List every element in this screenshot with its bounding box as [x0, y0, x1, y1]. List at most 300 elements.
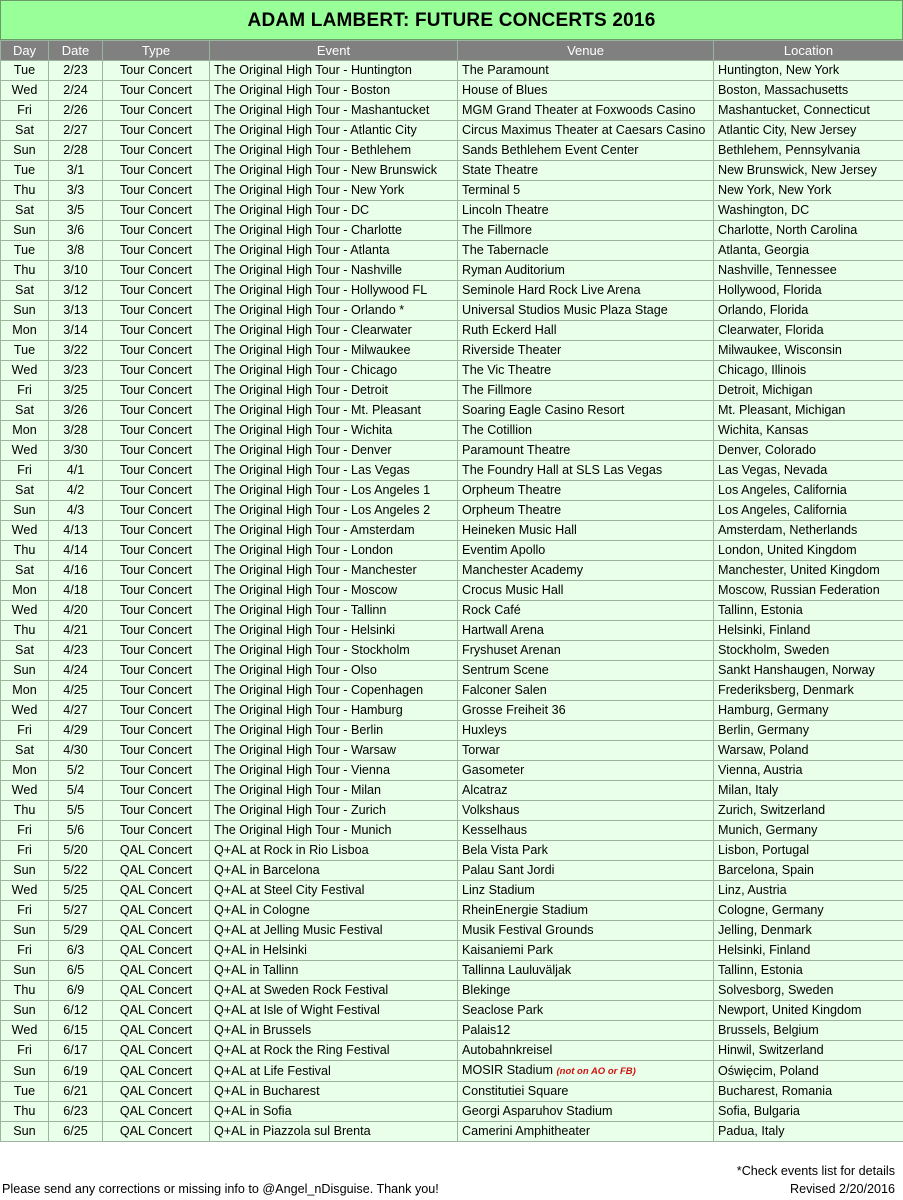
- cell-location: Lisbon, Portugal: [714, 841, 903, 861]
- cell-location: Linz, Austria: [714, 881, 903, 901]
- cell-venue: Sands Bethlehem Event Center: [458, 141, 714, 161]
- cell-day: Wed: [1, 881, 49, 901]
- cell-day: Sun: [1, 221, 49, 241]
- cell-type: QAL Concert: [103, 861, 210, 881]
- cell-venue: Tallinna Lauluväljak: [458, 961, 714, 981]
- cell-venue: Riverside Theater: [458, 341, 714, 361]
- cell-location: New York, New York: [714, 181, 903, 201]
- table-row: [1, 941, 903, 961]
- cell-event: The Original High Tour - Manchester: [210, 561, 458, 581]
- cell-location: London, United Kingdom: [714, 541, 903, 561]
- cell-event: Q+AL at Sweden Rock Festival: [210, 981, 458, 1001]
- cell-day: Sat: [1, 561, 49, 581]
- table-row: [1, 561, 903, 581]
- table-row: [1, 201, 903, 221]
- cell-venue: Bela Vista Park: [458, 841, 714, 861]
- table-row: [1, 761, 903, 781]
- table-row: [1, 281, 903, 301]
- cell-day: Fri: [1, 721, 49, 741]
- table-row: [1, 501, 903, 521]
- cell-event: The Original High Tour - Milwaukee: [210, 341, 458, 361]
- cell-day: Wed: [1, 701, 49, 721]
- cell-date: 5/27: [49, 901, 103, 921]
- cell-location: Los Angeles, California: [714, 501, 903, 521]
- cell-day: Sun: [1, 1061, 49, 1082]
- cell-location: Hollywood, Florida: [714, 281, 903, 301]
- cell-day: Mon: [1, 761, 49, 781]
- cell-event: The Original High Tour - Tallinn: [210, 601, 458, 621]
- cell-date: 4/30: [49, 741, 103, 761]
- cell-day: Sun: [1, 501, 49, 521]
- table-row: [1, 601, 903, 621]
- cell-date: 3/8: [49, 241, 103, 261]
- cell-event: Q+AL at Rock the Ring Festival: [210, 1041, 458, 1061]
- cell-day: Sat: [1, 741, 49, 761]
- cell-event: Q+AL in Barcelona: [210, 861, 458, 881]
- cell-event: The Original High Tour - Helsinki: [210, 621, 458, 641]
- cell-event: The Original High Tour - Boston: [210, 81, 458, 101]
- cell-date: 3/25: [49, 381, 103, 401]
- table-row: [1, 121, 903, 141]
- cell-location: Milwaukee, Wisconsin: [714, 341, 903, 361]
- cell-date: 3/10: [49, 261, 103, 281]
- cell-date: 6/12: [49, 1001, 103, 1021]
- table-row: [1, 341, 903, 361]
- cell-day: Sun: [1, 921, 49, 941]
- cell-event: Q+AL in Cologne: [210, 901, 458, 921]
- cell-venue: House of Blues: [458, 81, 714, 101]
- cell-event: The Original High Tour - Hamburg: [210, 701, 458, 721]
- cell-event: The Original High Tour - Detroit: [210, 381, 458, 401]
- cell-type: Tour Concert: [103, 81, 210, 101]
- cell-type: Tour Concert: [103, 761, 210, 781]
- cell-day: Wed: [1, 1021, 49, 1041]
- cell-venue: Camerini Amphitheater: [458, 1122, 714, 1142]
- table-row: [1, 781, 903, 801]
- cell-type: Tour Concert: [103, 621, 210, 641]
- cell-day: Thu: [1, 1102, 49, 1122]
- cell-location: Hamburg, Germany: [714, 701, 903, 721]
- cell-event: The Original High Tour - Amsterdam: [210, 521, 458, 541]
- cell-event: Q+AL in Bucharest: [210, 1082, 458, 1102]
- cell-date: 2/26: [49, 101, 103, 121]
- cell-day: Thu: [1, 541, 49, 561]
- cell-type: QAL Concert: [103, 961, 210, 981]
- cell-type: QAL Concert: [103, 881, 210, 901]
- cell-type: Tour Concert: [103, 521, 210, 541]
- cell-type: Tour Concert: [103, 821, 210, 841]
- cell-event: Q+AL at Steel City Festival: [210, 881, 458, 901]
- cell-event: Q+AL at Life Festival: [210, 1061, 458, 1082]
- cell-day: Tue: [1, 1082, 49, 1102]
- table-row: [1, 721, 903, 741]
- cell-venue: Seminole Hard Rock Live Arena: [458, 281, 714, 301]
- table-row: [1, 481, 903, 501]
- cell-date: 2/23: [49, 61, 103, 81]
- cell-date: 3/1: [49, 161, 103, 181]
- table-row: [1, 841, 903, 861]
- cell-type: Tour Concert: [103, 781, 210, 801]
- cell-event: The Original High Tour - Copenhagen: [210, 681, 458, 701]
- table-row: [1, 81, 903, 101]
- cell-venue: Seaclose Park: [458, 1001, 714, 1021]
- cell-location: Detroit, Michigan: [714, 381, 903, 401]
- cell-day: Wed: [1, 781, 49, 801]
- cell-date: 5/5: [49, 801, 103, 821]
- cell-location: Atlanta, Georgia: [714, 241, 903, 261]
- cell-day: Thu: [1, 801, 49, 821]
- cell-venue: [458, 1061, 714, 1082]
- contact-note: Please send any corrections or missing info to @Angel_nDisguise. Thank you!: [2, 1182, 439, 1196]
- cell-day: Mon: [1, 581, 49, 601]
- cell-date: 5/2: [49, 761, 103, 781]
- cell-date: 6/17: [49, 1041, 103, 1061]
- cell-event: Q+AL at Jelling Music Festival: [210, 921, 458, 941]
- cell-type: Tour Concert: [103, 61, 210, 81]
- cell-type: Tour Concert: [103, 701, 210, 721]
- cell-date: 5/22: [49, 861, 103, 881]
- cell-venue: Universal Studios Music Plaza Stage: [458, 301, 714, 321]
- cell-type: Tour Concert: [103, 141, 210, 161]
- page-title: ADAM LAMBERT: FUTURE CONCERTS 2016: [0, 0, 903, 40]
- cell-date: 6/5: [49, 961, 103, 981]
- cell-venue: Ruth Eckerd Hall: [458, 321, 714, 341]
- cell-event: The Original High Tour - Atlanta: [210, 241, 458, 261]
- cell-venue: Circus Maximus Theater at Caesars Casino: [458, 121, 714, 141]
- cell-type: QAL Concert: [103, 921, 210, 941]
- cell-location: Charlotte, North Carolina: [714, 221, 903, 241]
- cell-date: 4/24: [49, 661, 103, 681]
- table-row: [1, 381, 903, 401]
- cell-event: The Original High Tour - Denver: [210, 441, 458, 461]
- cell-venue: Hartwall Arena: [458, 621, 714, 641]
- cell-event: The Original High Tour - Las Vegas: [210, 461, 458, 481]
- cell-event: The Original High Tour - Orlando *: [210, 301, 458, 321]
- cell-date: 4/3: [49, 501, 103, 521]
- cell-venue: Eventim Apollo: [458, 541, 714, 561]
- cell-location: Hinwil, Switzerland: [714, 1041, 903, 1061]
- cell-date: 3/22: [49, 341, 103, 361]
- cell-day: Sun: [1, 1001, 49, 1021]
- cell-location: Bucharest, Romania: [714, 1082, 903, 1102]
- cell-event: The Original High Tour - Wichita: [210, 421, 458, 441]
- cell-day: Tue: [1, 241, 49, 261]
- column-header-type: Type: [103, 41, 210, 61]
- cell-date: 4/23: [49, 641, 103, 661]
- cell-date: 3/28: [49, 421, 103, 441]
- table-row: [1, 241, 903, 261]
- cell-venue: Constitutiei Square: [458, 1082, 714, 1102]
- cell-venue: Terminal 5: [458, 181, 714, 201]
- table-row: [1, 161, 903, 181]
- table-row: [1, 881, 903, 901]
- cell-date: 3/6: [49, 221, 103, 241]
- cell-location: Boston, Massachusetts: [714, 81, 903, 101]
- table-row: [1, 1041, 903, 1061]
- cell-date: 6/9: [49, 981, 103, 1001]
- cell-type: Tour Concert: [103, 461, 210, 481]
- table-row: [1, 961, 903, 981]
- cell-day: Sun: [1, 301, 49, 321]
- cell-venue: Linz Stadium: [458, 881, 714, 901]
- cell-type: Tour Concert: [103, 181, 210, 201]
- cell-venue: Palais12: [458, 1021, 714, 1041]
- venue-name: MOSIR Stadium: [462, 1063, 553, 1077]
- cell-date: 3/26: [49, 401, 103, 421]
- cell-type: Tour Concert: [103, 641, 210, 661]
- cell-location: Moscow, Russian Federation: [714, 581, 903, 601]
- cell-venue: Autobahnkreisel: [458, 1041, 714, 1061]
- cell-date: 3/3: [49, 181, 103, 201]
- cell-type: Tour Concert: [103, 561, 210, 581]
- cell-day: Wed: [1, 601, 49, 621]
- column-header-event: Event: [210, 41, 458, 61]
- cell-type: Tour Concert: [103, 281, 210, 301]
- cell-location: Berlin, Germany: [714, 721, 903, 741]
- cell-event: Q+AL in Piazzola sul Brenta: [210, 1122, 458, 1142]
- cell-event: The Original High Tour - Hollywood FL: [210, 281, 458, 301]
- cell-location: Padua, Italy: [714, 1122, 903, 1142]
- table-row: [1, 361, 903, 381]
- cell-day: Wed: [1, 521, 49, 541]
- cell-event: The Original High Tour - New York: [210, 181, 458, 201]
- cell-venue: Paramount Theatre: [458, 441, 714, 461]
- cell-day: Thu: [1, 981, 49, 1001]
- table-row: [1, 541, 903, 561]
- cell-day: Tue: [1, 341, 49, 361]
- cell-day: Thu: [1, 181, 49, 201]
- table-row: [1, 741, 903, 761]
- cell-type: Tour Concert: [103, 481, 210, 501]
- cell-type: Tour Concert: [103, 341, 210, 361]
- cell-location: Tallinn, Estonia: [714, 961, 903, 981]
- table-row: [1, 681, 903, 701]
- cell-day: Sun: [1, 861, 49, 881]
- cell-type: Tour Concert: [103, 721, 210, 741]
- cell-day: Fri: [1, 381, 49, 401]
- cell-date: 5/29: [49, 921, 103, 941]
- cell-venue: The Foundry Hall at SLS Las Vegas: [458, 461, 714, 481]
- cell-location: Barcelona, Spain: [714, 861, 903, 881]
- cell-type: QAL Concert: [103, 1041, 210, 1061]
- cell-type: Tour Concert: [103, 301, 210, 321]
- cell-location: New Brunswick, New Jersey: [714, 161, 903, 181]
- cell-location: Amsterdam, Netherlands: [714, 521, 903, 541]
- cell-event: The Original High Tour - Stockholm: [210, 641, 458, 661]
- cell-date: 6/23: [49, 1102, 103, 1122]
- cell-location: Wichita, Kansas: [714, 421, 903, 441]
- cell-type: QAL Concert: [103, 941, 210, 961]
- cell-day: Sun: [1, 1122, 49, 1142]
- cell-date: 4/20: [49, 601, 103, 621]
- table-row: [1, 661, 903, 681]
- cell-date: 4/2: [49, 481, 103, 501]
- cell-day: Fri: [1, 1041, 49, 1061]
- cell-type: Tour Concert: [103, 581, 210, 601]
- cell-location: Sofia, Bulgaria: [714, 1102, 903, 1122]
- cell-date: 5/4: [49, 781, 103, 801]
- cell-venue: Heineken Music Hall: [458, 521, 714, 541]
- table-row: [1, 981, 903, 1001]
- cell-day: Fri: [1, 841, 49, 861]
- table-header-row: [1, 41, 903, 61]
- table-row: [1, 141, 903, 161]
- cell-event: The Original High Tour - Mashantucket: [210, 101, 458, 121]
- cell-venue: Huxleys: [458, 721, 714, 741]
- cell-location: Oświęcim, Poland: [714, 1061, 903, 1082]
- cell-date: 3/30: [49, 441, 103, 461]
- cell-venue: Lincoln Theatre: [458, 201, 714, 221]
- cell-venue: Soaring Eagle Casino Resort: [458, 401, 714, 421]
- cell-venue: Grosse Freiheit 36: [458, 701, 714, 721]
- table-row: [1, 801, 903, 821]
- cell-type: Tour Concert: [103, 161, 210, 181]
- table-row: [1, 821, 903, 841]
- cell-event: The Original High Tour - Berlin: [210, 721, 458, 741]
- column-header-location: Location: [714, 41, 903, 61]
- cell-event: The Original High Tour - Charlotte: [210, 221, 458, 241]
- cell-venue: The Paramount: [458, 61, 714, 81]
- cell-venue: Manchester Academy: [458, 561, 714, 581]
- cell-venue: Volkshaus: [458, 801, 714, 821]
- cell-type: Tour Concert: [103, 121, 210, 141]
- cell-event: The Original High Tour - Huntington: [210, 61, 458, 81]
- cell-venue: Torwar: [458, 741, 714, 761]
- column-header-venue: Venue: [458, 41, 714, 61]
- table-row: [1, 701, 903, 721]
- cell-date: 6/15: [49, 1021, 103, 1041]
- cell-type: QAL Concert: [103, 841, 210, 861]
- cell-event: The Original High Tour - Bethlehem: [210, 141, 458, 161]
- table-row: [1, 1061, 903, 1082]
- cell-location: Chicago, Illinois: [714, 361, 903, 381]
- cell-venue: Orpheum Theatre: [458, 501, 714, 521]
- cell-event: Q+AL at Isle of Wight Festival: [210, 1001, 458, 1021]
- cell-venue: Gasometer: [458, 761, 714, 781]
- cell-date: 4/16: [49, 561, 103, 581]
- cell-type: Tour Concert: [103, 601, 210, 621]
- table-row: [1, 61, 903, 81]
- cell-day: Sat: [1, 641, 49, 661]
- cell-day: Sat: [1, 481, 49, 501]
- cell-day: Sat: [1, 401, 49, 421]
- cell-day: Sun: [1, 141, 49, 161]
- cell-event: The Original High Tour - Olso: [210, 661, 458, 681]
- cell-date: 6/19: [49, 1061, 103, 1082]
- cell-date: 4/29: [49, 721, 103, 741]
- cell-type: QAL Concert: [103, 1102, 210, 1122]
- cell-venue: Musik Festival Grounds: [458, 921, 714, 941]
- cell-day: Fri: [1, 101, 49, 121]
- cell-day: Sat: [1, 281, 49, 301]
- cell-day: Sat: [1, 201, 49, 221]
- cell-day: Sat: [1, 121, 49, 141]
- table-row: [1, 861, 903, 881]
- cell-location: Mashantucket, Connecticut: [714, 101, 903, 121]
- cell-type: Tour Concert: [103, 421, 210, 441]
- cell-event: The Original High Tour - Warsaw: [210, 741, 458, 761]
- cell-type: Tour Concert: [103, 801, 210, 821]
- cell-day: Thu: [1, 261, 49, 281]
- cell-venue: Alcatraz: [458, 781, 714, 801]
- cell-venue: The Tabernacle: [458, 241, 714, 261]
- cell-day: Fri: [1, 821, 49, 841]
- table-row: [1, 641, 903, 661]
- cell-venue: The Cotillion: [458, 421, 714, 441]
- cell-date: 4/21: [49, 621, 103, 641]
- cell-venue: Rock Café: [458, 601, 714, 621]
- cell-event: The Original High Tour - London: [210, 541, 458, 561]
- concert-table: [0, 40, 903, 1142]
- cell-location: Atlantic City, New Jersey: [714, 121, 903, 141]
- cell-event: The Original High Tour - Munich: [210, 821, 458, 841]
- cell-event: Q+AL in Sofia: [210, 1102, 458, 1122]
- cell-location: Zurich, Switzerland: [714, 801, 903, 821]
- cell-location: Helsinki, Finland: [714, 621, 903, 641]
- cell-day: Mon: [1, 421, 49, 441]
- cell-location: Las Vegas, Nevada: [714, 461, 903, 481]
- cell-event: The Original High Tour - Zurich: [210, 801, 458, 821]
- cell-venue: Crocus Music Hall: [458, 581, 714, 601]
- cell-date: 3/23: [49, 361, 103, 381]
- cell-location: Manchester, United Kingdom: [714, 561, 903, 581]
- cell-venue: Kaisaniemi Park: [458, 941, 714, 961]
- cell-location: Clearwater, Florida: [714, 321, 903, 341]
- cell-type: Tour Concert: [103, 541, 210, 561]
- cell-event: The Original High Tour - Vienna: [210, 761, 458, 781]
- cell-location: Brussels, Belgium: [714, 1021, 903, 1041]
- table-row: [1, 621, 903, 641]
- table-row: [1, 921, 903, 941]
- cell-event: Q+AL at Rock in Rio Lisboa: [210, 841, 458, 861]
- cell-location: Frederiksberg, Denmark: [714, 681, 903, 701]
- cell-date: 6/21: [49, 1082, 103, 1102]
- cell-day: Thu: [1, 621, 49, 641]
- cell-type: Tour Concert: [103, 361, 210, 381]
- cell-location: Vienna, Austria: [714, 761, 903, 781]
- cell-venue: Georgi Asparuhov Stadium: [458, 1102, 714, 1122]
- cell-date: 4/1: [49, 461, 103, 481]
- cell-type: Tour Concert: [103, 661, 210, 681]
- cell-event: The Original High Tour - Los Angeles 2: [210, 501, 458, 521]
- cell-venue: State Theatre: [458, 161, 714, 181]
- cell-event: The Original High Tour - Clearwater: [210, 321, 458, 341]
- table-row: [1, 521, 903, 541]
- cell-location: Bethlehem, Pennsylvania: [714, 141, 903, 161]
- cell-venue: Fryshuset Arenan: [458, 641, 714, 661]
- cell-event: Q+AL in Brussels: [210, 1021, 458, 1041]
- cell-day: Sun: [1, 661, 49, 681]
- cell-venue: MGM Grand Theater at Foxwoods Casino: [458, 101, 714, 121]
- cell-type: QAL Concert: [103, 1082, 210, 1102]
- cell-day: Wed: [1, 81, 49, 101]
- cell-location: Mt. Pleasant, Michigan: [714, 401, 903, 421]
- column-header-day: Day: [1, 41, 49, 61]
- cell-venue: Kesselhaus: [458, 821, 714, 841]
- cell-type: QAL Concert: [103, 981, 210, 1001]
- cell-type: Tour Concert: [103, 401, 210, 421]
- cell-type: Tour Concert: [103, 441, 210, 461]
- events-note: *Check events list for details: [736, 1164, 895, 1178]
- table-row: [1, 101, 903, 121]
- cell-day: Wed: [1, 361, 49, 381]
- cell-event: The Original High Tour - Milan: [210, 781, 458, 801]
- cell-type: Tour Concert: [103, 381, 210, 401]
- cell-date: 2/27: [49, 121, 103, 141]
- cell-venue: The Fillmore: [458, 221, 714, 241]
- cell-type: QAL Concert: [103, 901, 210, 921]
- cell-type: Tour Concert: [103, 501, 210, 521]
